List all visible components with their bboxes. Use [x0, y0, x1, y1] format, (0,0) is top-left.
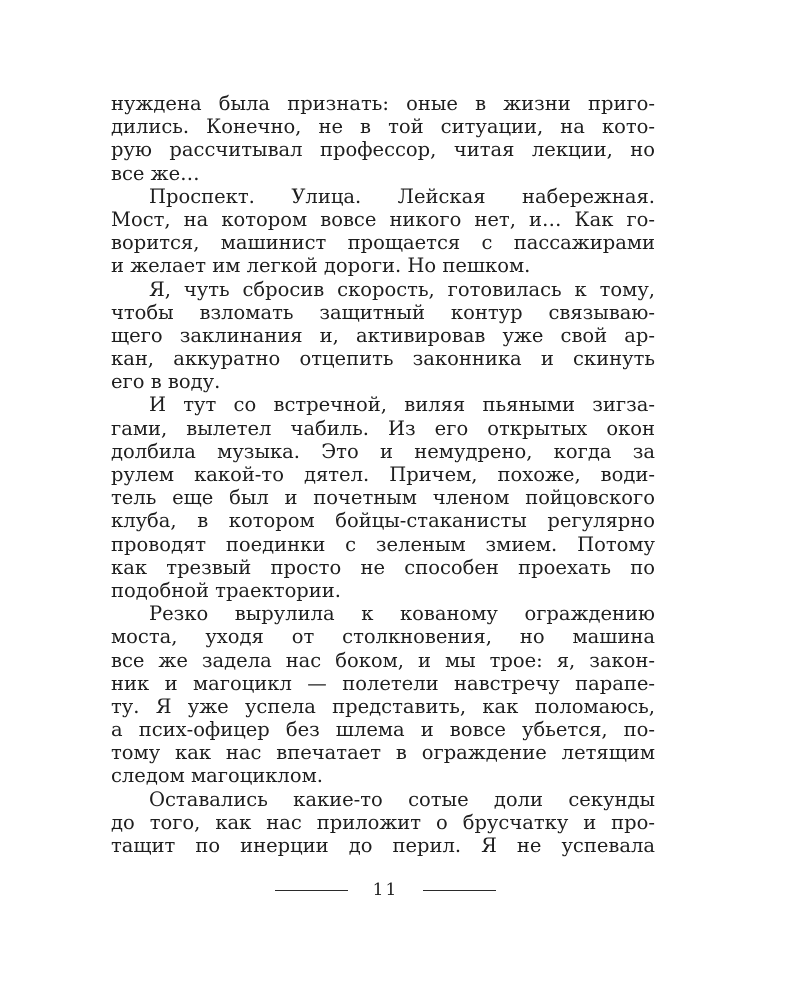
text-line: проводят поединки с зеленым змием. Потому — [111, 532, 655, 556]
text-line: ворится, машинист прощается с пассажирами — [111, 231, 655, 255]
text-line: Мост, на котором вовсе никого нет, и… Как го- — [111, 207, 655, 231]
text-line: чтобы взломать защитный контур связываю- — [111, 300, 655, 324]
text-line: следом магоциклом. — [111, 764, 323, 788]
text-line: Я, чуть сбросив скорость, готовилась к тому, — [149, 277, 655, 301]
text-line: Проспект. Улица. Лейская набережная. — [149, 184, 655, 208]
text-line: гами, вылетел чабиль. Из его открытых окон — [111, 416, 655, 440]
text-line: кан, аккуратно отцепить законника и скинуть — [111, 347, 655, 371]
footer-rule-right — [423, 890, 496, 891]
text-line: подобной траектории. — [111, 578, 341, 602]
text-line: и желает им легкой дороги. Но пешком. — [111, 254, 531, 278]
text-line: рулем какой-то дятел. Причем, похоже, води- — [111, 463, 655, 486]
text-line: клуба, в котором бойцы-стаканисты регулярно — [111, 509, 655, 533]
text-line: до того, как нас приложит о брусчатку и про- — [111, 810, 655, 834]
text-line: тель еще был и почетным членом пойцовского — [111, 486, 655, 510]
text-line: тащит по инерции до перил. Я не успевала — [111, 834, 655, 857]
page-footer — [0, 878, 800, 902]
text-line: И тут со встречной, виляя пьяными зигза- — [149, 393, 655, 417]
text-line: долбила музыка. Это и немудрено, когда за — [111, 439, 655, 463]
text-line: щего заклинания и, активировав уже свой ар- — [111, 323, 655, 347]
text-line: тому как нас впечатает в ограждение летящим — [111, 741, 655, 765]
footer-rule-left — [275, 890, 348, 891]
text-line: Резко вырулила к кованому ограждению — [149, 602, 655, 626]
page-number: 11 — [372, 880, 399, 900]
text-line: моста, уходя от столкновения, но машина — [111, 625, 655, 649]
text-line: его в воду. — [111, 370, 221, 394]
text-line: как трезвый просто не способен проехать по — [111, 555, 655, 579]
text-line: рую рассчитывал профессор, читая лекции, но — [111, 138, 655, 162]
text-line: дились. Конечно, не в той ситуации, на кото- — [111, 115, 655, 139]
text-line: ник и магоцикл — полетели навстречу парапе- — [111, 671, 655, 695]
text-line: Оставались какие-то сотые доли секунды — [149, 787, 655, 811]
body-text — [111, 92, 655, 857]
text-line: нуждена была признать: оные в жизни приго- — [111, 92, 655, 115]
text-line: все же… — [111, 161, 200, 185]
text-line: ту. Я уже успела представить, как поломаюсь, — [111, 694, 655, 718]
text-line: а псих-офицер без шлема и вовсе убьется, по- — [111, 718, 655, 742]
text-line: все же задела нас боком, и мы трое: я, закон- — [111, 648, 655, 672]
